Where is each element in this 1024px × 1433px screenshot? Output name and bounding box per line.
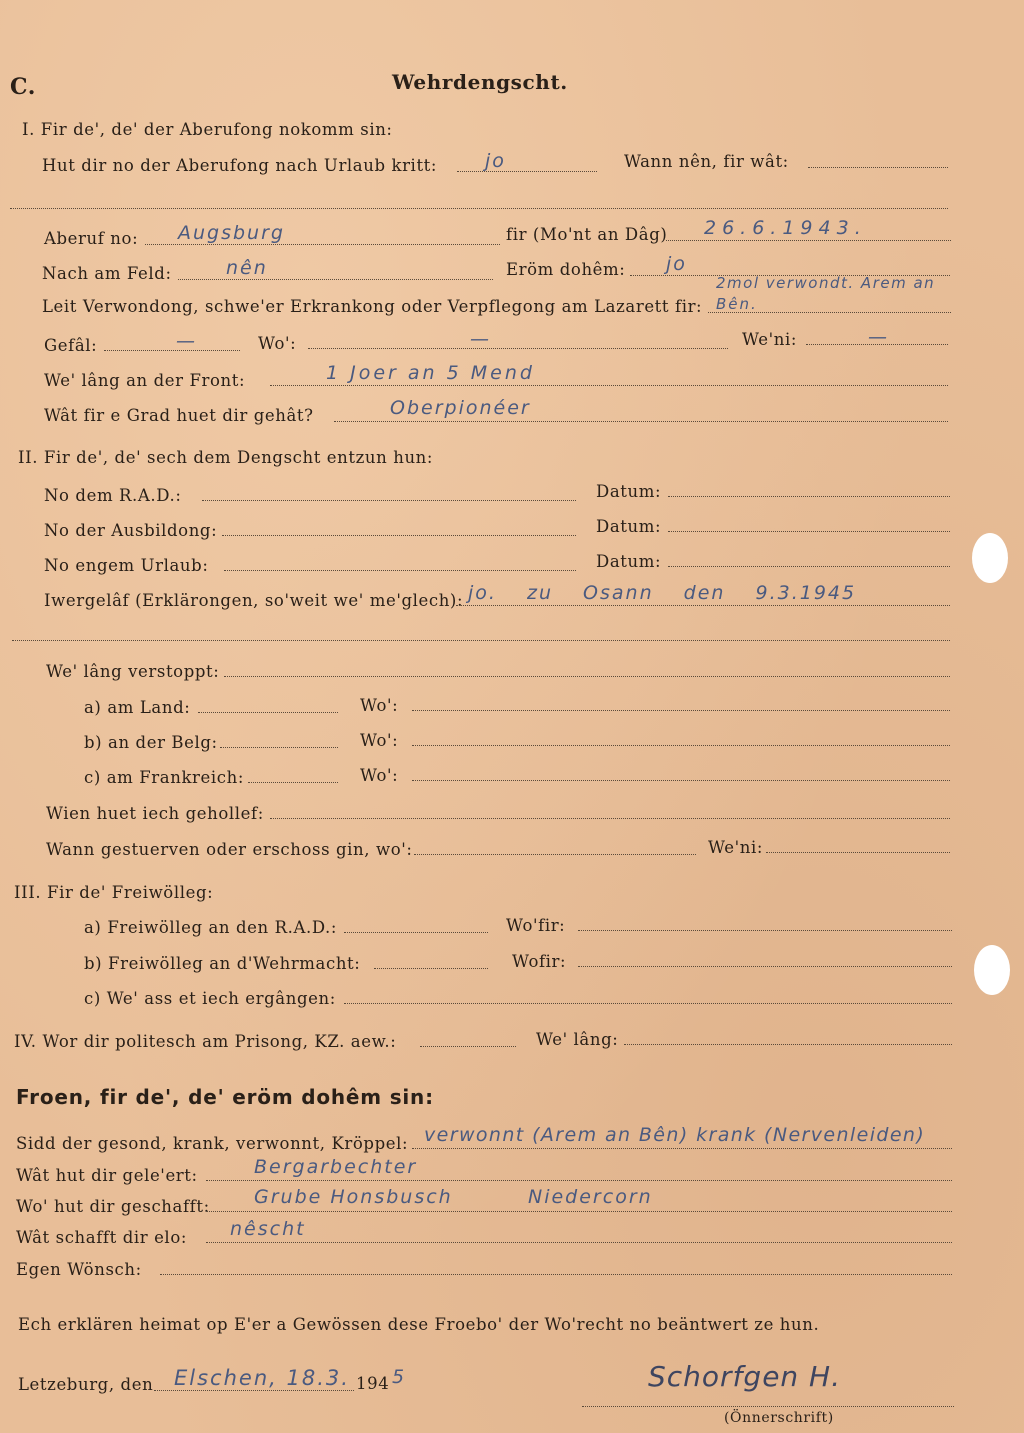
date-label: fir (Mo'nt an Dâg) — [506, 225, 668, 244]
belg-where-line — [412, 745, 950, 746]
hospital-label: Leit Verwondong, schwe'er Erkrankong oder Verpflegong am Lazarett fir: — [42, 297, 703, 316]
section-3-heading: III. Fir de' Freiwölleg: — [14, 883, 214, 902]
rad-datum-label: Datum: — [596, 482, 662, 501]
signature-line — [582, 1406, 954, 1407]
vol-rad-for-label: Wo'fir: — [506, 916, 566, 935]
died-label: Wann gestuerven oder erschoss gin, wo': — [46, 840, 413, 859]
rad-datum-line — [668, 496, 950, 497]
place-label: Letzeburg, den — [18, 1375, 154, 1394]
fallen-answer: — — [176, 330, 197, 352]
france-line — [248, 782, 338, 783]
rank-line — [334, 421, 948, 422]
worked-answer-1: Grube Honsbusch — [254, 1186, 453, 1208]
when-not-line — [808, 167, 948, 168]
section-1-heading: I. Fir de', de' der Aberufong nokomm sin: — [22, 120, 393, 139]
vol-wm-for-line — [578, 966, 952, 967]
vol-rad-label: a) Freiwölleg an den R.A.D.: — [84, 918, 338, 937]
course-answer: jo. zu Osann den 9.3.1945 — [468, 582, 857, 604]
field-answer: nên — [226, 257, 268, 279]
vol-wm-for-label: Wofir: — [512, 952, 567, 971]
worked-line — [206, 1211, 952, 1212]
rad-label: No dem R.A.D.: — [44, 486, 182, 505]
vol-rad-for-line — [578, 930, 952, 931]
form-title: Wehrdengscht. — [392, 70, 568, 94]
belg-label: b) an der Belg: — [84, 733, 218, 752]
vol-fate-line — [344, 1003, 952, 1004]
punch-hole-bottom — [974, 945, 1010, 995]
died-when-line — [766, 852, 950, 853]
vol-fate-label: c) We' ass et iech ergângen: — [84, 989, 336, 1008]
signature: Schorfgen H. — [648, 1360, 842, 1393]
land-where-label: Wo': — [360, 696, 399, 715]
fallen-label: Gefâl: — [44, 336, 98, 355]
place-date-answer: Elschen, 18.3. — [174, 1366, 350, 1390]
training-datum-label: Datum: — [596, 517, 662, 536]
called-to-answer: Augsburg — [178, 222, 285, 244]
leave-datum-label: Datum: — [596, 552, 662, 571]
called-to-line — [145, 244, 500, 245]
now-answer: nêscht — [230, 1218, 306, 1240]
land-label: a) am Land: — [84, 698, 191, 717]
belg-where-label: Wo': — [360, 731, 399, 750]
leave-datum-line — [668, 566, 950, 567]
recalled-answer: jo — [485, 150, 506, 172]
year-suffix: 5 — [392, 1366, 407, 1388]
field-line — [178, 279, 493, 280]
health-answer: verwonnt (Arem an Bên) krank (Nervenleiden) — [424, 1124, 926, 1146]
place-line — [154, 1390, 354, 1391]
rad-line — [202, 500, 576, 501]
called-to-label: Aberuf no: — [44, 229, 139, 248]
fallen-where-answer: — — [470, 328, 491, 350]
belg-line — [220, 747, 338, 748]
front-answer: 1 Joer an 5 Mend — [326, 362, 535, 384]
punch-hole-top — [972, 533, 1008, 583]
home-heading: Froen, fir de', de' eröm dohêm sin: — [16, 1085, 434, 1109]
declaration-text: Ech erklären heimat op E'er a Gewössen dese Froebo' der Wo'recht no beäntwert ze hun. — [18, 1315, 820, 1334]
date-answer: 26.6.1943. — [704, 217, 867, 239]
year-prefix: 194 — [356, 1374, 390, 1393]
section-letter: C. — [10, 74, 36, 100]
helped-line — [270, 818, 950, 819]
hospital-answer-1: 2mol verwondt. Arem an — [716, 274, 936, 292]
prison-length-label: We' lâng: — [536, 1030, 619, 1049]
died-line — [414, 854, 696, 855]
course-line — [456, 605, 950, 606]
land-line — [198, 712, 338, 713]
field-label: Nach am Feld: — [42, 264, 172, 283]
training-label: No der Ausbildong: — [44, 521, 218, 540]
now-line — [206, 1242, 952, 1243]
recalled-label: Hut dir no der Aberufong nach Urlaub kritt: — [42, 156, 438, 175]
prison-label: IV. Wor dir politesch am Prisong, KZ. aew.: — [14, 1032, 397, 1051]
rank-label: Wât fir e Grad huet dir gehât? — [44, 406, 314, 425]
hospital-answer-2: Bên. — [716, 295, 758, 313]
leave-label: No engem Urlaub: — [44, 556, 209, 575]
home-answer: jo — [666, 253, 687, 275]
when-not-label: Wann nên, fir wât: — [624, 152, 789, 171]
prison-line — [420, 1046, 516, 1047]
france-where-label: Wo': — [360, 766, 399, 785]
land-where-line — [412, 710, 950, 711]
health-label: Sidd der gesond, krank, verwonnt, Kröppel: — [16, 1134, 409, 1153]
helped-label: Wien huet iech gehollef: — [46, 804, 264, 823]
prison-length-line — [624, 1044, 952, 1045]
died-when-label: We'ni: — [708, 838, 763, 857]
course-label: Iwergelâf (Erklärongen, so'weit we' me'glech): — [44, 591, 464, 610]
france-label: c) am Frankreich: — [84, 768, 245, 787]
fallen-line — [104, 350, 240, 351]
full-line-1 — [10, 208, 948, 209]
worked-answer-2: Niedercorn — [528, 1186, 653, 1208]
france-where-line — [412, 780, 950, 781]
home-label: Eröm dohêm: — [506, 260, 626, 279]
training-datum-line — [668, 531, 950, 532]
vol-wm-line — [374, 968, 488, 969]
front-label: We' lâng an der Front: — [44, 371, 246, 390]
signature-label: (Önnerschrift) — [724, 1410, 834, 1426]
fallen-when-answer: — — [868, 326, 889, 348]
learned-label: Wât hut dir gele'ert: — [16, 1166, 198, 1185]
training-line — [222, 535, 576, 536]
leave-line — [224, 570, 576, 571]
fallen-where-line — [308, 348, 728, 349]
worked-label: Wo' hut dir geschafft: — [16, 1197, 210, 1216]
fallen-where-label: Wo': — [258, 334, 297, 353]
front-line — [270, 385, 948, 386]
now-label: Wât schafft dir elo: — [16, 1228, 188, 1247]
hidden-line — [224, 676, 950, 677]
full-line-2 — [12, 640, 950, 641]
learned-answer: Bergarbechter — [254, 1156, 418, 1178]
health-line — [412, 1148, 952, 1149]
rank-answer: Oberpionéer — [390, 397, 531, 419]
hidden-label: We' lâng verstoppt: — [46, 662, 220, 681]
recalled-line — [457, 171, 597, 172]
vol-wm-label: b) Freiwölleg an d'Wehrmacht: — [84, 954, 361, 973]
wish-label: Egen Wönsch: — [16, 1260, 142, 1279]
wish-line — [160, 1274, 952, 1275]
fallen-when-label: We'ni: — [742, 330, 797, 349]
section-2-heading: II. Fir de', de' sech dem Dengscht entzun hun: — [18, 448, 434, 467]
vol-rad-line — [344, 932, 488, 933]
learned-line — [206, 1180, 952, 1181]
date-line — [666, 240, 951, 241]
